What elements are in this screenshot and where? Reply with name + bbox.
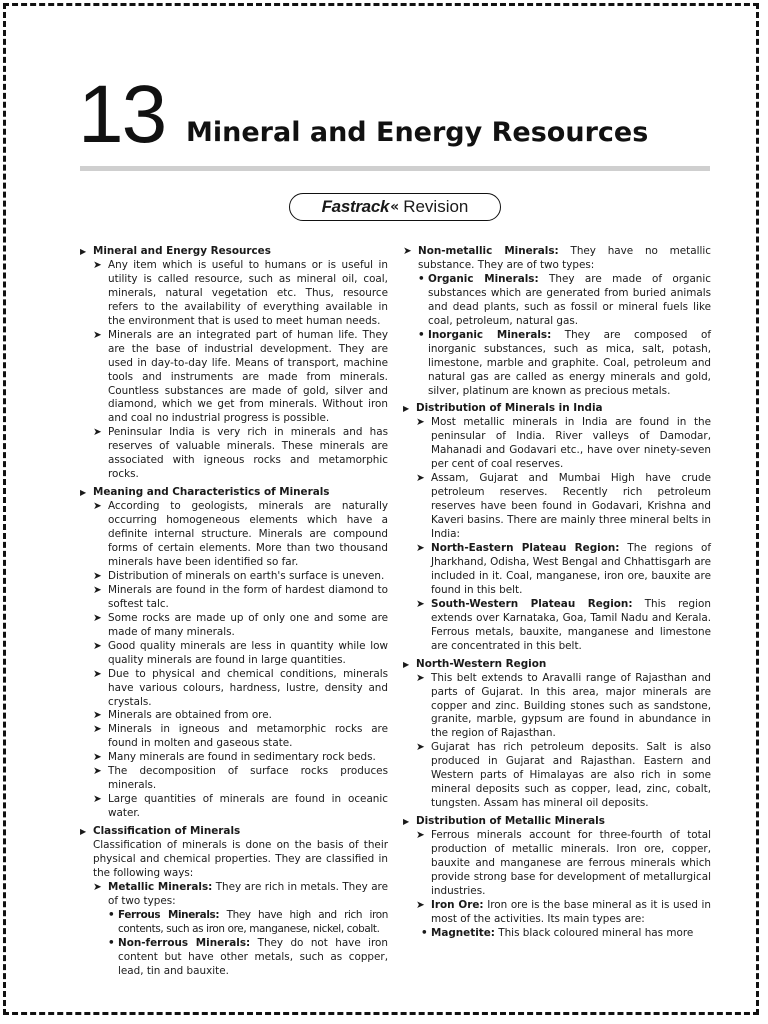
list-item: ➤ Gujarat has rich petroleum deposits. Salt is also produced in Gujarat and Rajasthan. Eastern and Western parts of Himalayas are also rich in some mineral deposits such as copper, lead, zinc, cobalt, tungsten. Assam has mineral oil deposits. <box>416 741 711 810</box>
list-item: ➤ The decomposition of surface rocks produces minerals. <box>93 765 388 792</box>
list-item: ➤ Ferrous minerals account for three-fourth of total production of metallic minerals. Iron ore, copper, bauxite and manganese are ferrous minerals which provide strong base for development of metallurgical industries. <box>416 829 711 897</box>
arrow-bullet-icon: ➤ <box>93 569 102 582</box>
arrow-bullet-icon: ➤ <box>93 611 102 624</box>
sub-list-item: • Organic Minerals: They are made of organic substances which are generated from buried animals and dead plants, such as fossil or mineral fuels like coal, petroleum, natural gas. <box>418 272 711 327</box>
list-item: ➤ Minerals are found in the form of hardest diamond to softest talc. <box>93 583 388 610</box>
left-column <box>80 245 388 979</box>
arrow-bullet-icon: ➤ <box>416 472 425 485</box>
list-item: ➤ Most metallic minerals in India are found in the peninsular of India. River valleys of Damodar, Mahanadi and Godavari etc., have over ninety-seven per cent of coal reserves. <box>416 416 711 471</box>
section-heading: ▶ Distribution of Metallic Minerals <box>403 815 605 828</box>
section-heading: ▶ Distribution of Minerals in India <box>403 402 603 415</box>
arrow-bullet-icon: ➤ <box>93 880 102 893</box>
list-item: ➤ Minerals are obtained from ore. <box>93 709 272 722</box>
dot-bullet-icon: • <box>108 936 115 949</box>
triangle-bullet-icon: ▶ <box>403 817 410 827</box>
dot-bullet-icon: • <box>421 926 428 939</box>
paragraph: Classification of minerals is done on the basis of their physical and chemical properties. They are classified in the following ways: <box>93 839 388 879</box>
arrow-bullet-icon: ➤ <box>416 898 425 911</box>
arrow-bullet-icon: ➤ <box>93 765 102 778</box>
list-item: ➤ Peninsular India is very rich in minerals and has reserves of valuable minerals. These minerals are associated with igneous rocks and metamorphic rocks. <box>93 426 388 481</box>
arrow-bullet-icon: ➤ <box>416 542 425 555</box>
arrow-bullet-icon: ➤ <box>416 829 425 842</box>
list-item: ➤ Minerals in igneous and metamorphic rocks are found in molten and gaseous state. <box>93 723 388 750</box>
chapter-title: Mineral and Energy Resources <box>186 117 649 148</box>
list-item: ➤ Many minerals are found in sedimentary rock beds. <box>93 751 376 764</box>
sub-list-item: • Inorganic Minerals: They are composed of inorganic substances, such as mica, salt, potash, limestone, marble and graphite. Coal, petroleum and natural gas are called as energy minerals and gold, silver, platinum are known as precious metals. <box>418 328 711 397</box>
section-heading: ▶ North-Western Region <box>403 657 547 670</box>
dot-bullet-icon: • <box>108 908 115 921</box>
section-heading: ▶ Meaning and Characteristics of Minerals <box>80 486 330 499</box>
sub-list-item: • Non-ferrous Minerals: They do not have iron content but have other metals, such as copper, lead, tin and bauxite. <box>108 936 388 977</box>
list-item: ➤ Some rocks are made up of only one and some are made of many minerals. <box>93 611 388 638</box>
right-column <box>403 245 711 941</box>
arrow-bullet-icon: ➤ <box>93 709 102 722</box>
sub-list-item: • Magnetite: This black coloured mineral has more <box>421 926 694 939</box>
dot-bullet-icon: • <box>418 328 425 341</box>
chapter-number: 13 <box>78 69 166 160</box>
triangle-bullet-icon: ▶ <box>403 659 410 669</box>
arrow-bullet-icon: ➤ <box>93 639 102 652</box>
arrow-bullet-icon: ➤ <box>93 751 102 764</box>
badge-label: Revision <box>403 197 469 216</box>
list-item: ➤ Minerals are an integrated part of human life. They are the base of industrial development. They are used in day-to-day life. Means of transport, machine tools and instruments are made from minerals. Countless substances are made of gold, silver and diamond, which we get from minerals. Without iron and coal no industrial progress is possible. <box>93 328 388 425</box>
list-item: ➤ According to geologists, minerals are naturally occurring homogeneous elements which have a definite internal structure. Minerals are compound forms of certain elements. More than two thousand minerals have been identified so far. <box>93 500 388 568</box>
arrow-bullet-icon: ➤ <box>93 500 102 513</box>
list-item: ➤ North-Eastern Plateau Region: The regions of Jharkhand, Odisha, West Bengal and Chhattisgarh are included in it. Coal, manganese, iron ore, bauxite are found in this belt. <box>416 542 711 596</box>
fastrack-revision-badge <box>289 193 501 221</box>
section-heading: ▶ Mineral and Energy Resources <box>80 245 271 257</box>
arrow-bullet-icon: ➤ <box>93 328 102 341</box>
list-item: ➤ Due to physical and chemical conditions, minerals have various colours, hardness, lustre, density and crystals. <box>93 667 388 708</box>
list-item: ➤ South-Western Plateau Region: This region extends over Karnataka, Goa, Tamil Nadu and Kerala. Ferrous metals, bauxite, manganese and limestone are concentrated in this belt. <box>416 597 711 652</box>
triangle-bullet-icon: ▶ <box>80 488 87 498</box>
arrow-bullet-icon: ➤ <box>93 258 102 271</box>
list-item: ➤ Non-metallic Minerals: They have no metallic substance. They are of two types: <box>403 245 711 271</box>
list-item: ➤ Any item which is useful to humans or is useful in utility is called resource, such as mineral oil, coal, minerals, natural vegetation etc. Thus, resource refers to the availability of everything available in the environment that is used to meet human needs. <box>93 258 388 327</box>
list-item: ➤ Large quantities of minerals are found in oceanic water. <box>93 793 388 820</box>
badge-brand-mark: « <box>390 199 400 215</box>
arrow-bullet-icon: ➤ <box>93 793 102 806</box>
arrow-bullet-icon: ➤ <box>416 416 425 429</box>
triangle-bullet-icon: ▶ <box>80 247 87 256</box>
list-item: ➤ Iron Ore: Iron ore is the base mineral as it is used in most of the activities. Its main types are: <box>416 898 711 925</box>
arrow-bullet-icon: ➤ <box>416 671 425 684</box>
arrow-bullet-icon: ➤ <box>93 723 102 736</box>
list-item: ➤ Distribution of minerals on earth's surface is uneven. <box>93 569 385 582</box>
badge-brand: Fastrack <box>321 197 390 216</box>
triangle-bullet-icon: ▶ <box>80 827 87 837</box>
list-item: ➤ Good quality minerals are less in quantity while low quality minerals are found in large quantities. <box>93 639 388 666</box>
section-heading: ▶ Classification of Minerals <box>80 825 241 838</box>
arrow-bullet-icon: ➤ <box>93 426 102 439</box>
arrow-bullet-icon: ➤ <box>93 583 102 596</box>
list-item: ➤ Assam, Gujarat and Mumbai High have crude petroleum reserves. Recently rich petroleum reserves have been found in Godavari, Krishna and Kaveri basins. There are mainly three mineral belts in India: <box>416 472 711 541</box>
triangle-bullet-icon: ▶ <box>403 404 410 414</box>
title-divider <box>80 166 710 171</box>
arrow-bullet-icon: ➤ <box>403 245 412 257</box>
list-item: ➤ Metallic Minerals: They are rich in metals. They are of two types: <box>93 880 388 907</box>
dot-bullet-icon: • <box>418 272 425 285</box>
sub-list-item: • Ferrous Minerals: They have high and rich iron contents, such as iron ore, manganese, nickel, cobalt. <box>108 908 389 935</box>
list-item: ➤ This belt extends to Aravalli range of Rajasthan and parts of Gujarat. In this area, major minerals are copper and zinc. Building stones such as sandstone, granite, marble, gypsum are found in abundance in the region of Rajasthan. <box>416 671 711 740</box>
arrow-bullet-icon: ➤ <box>93 667 102 680</box>
arrow-bullet-icon: ➤ <box>416 741 425 754</box>
arrow-bullet-icon: ➤ <box>416 597 425 610</box>
